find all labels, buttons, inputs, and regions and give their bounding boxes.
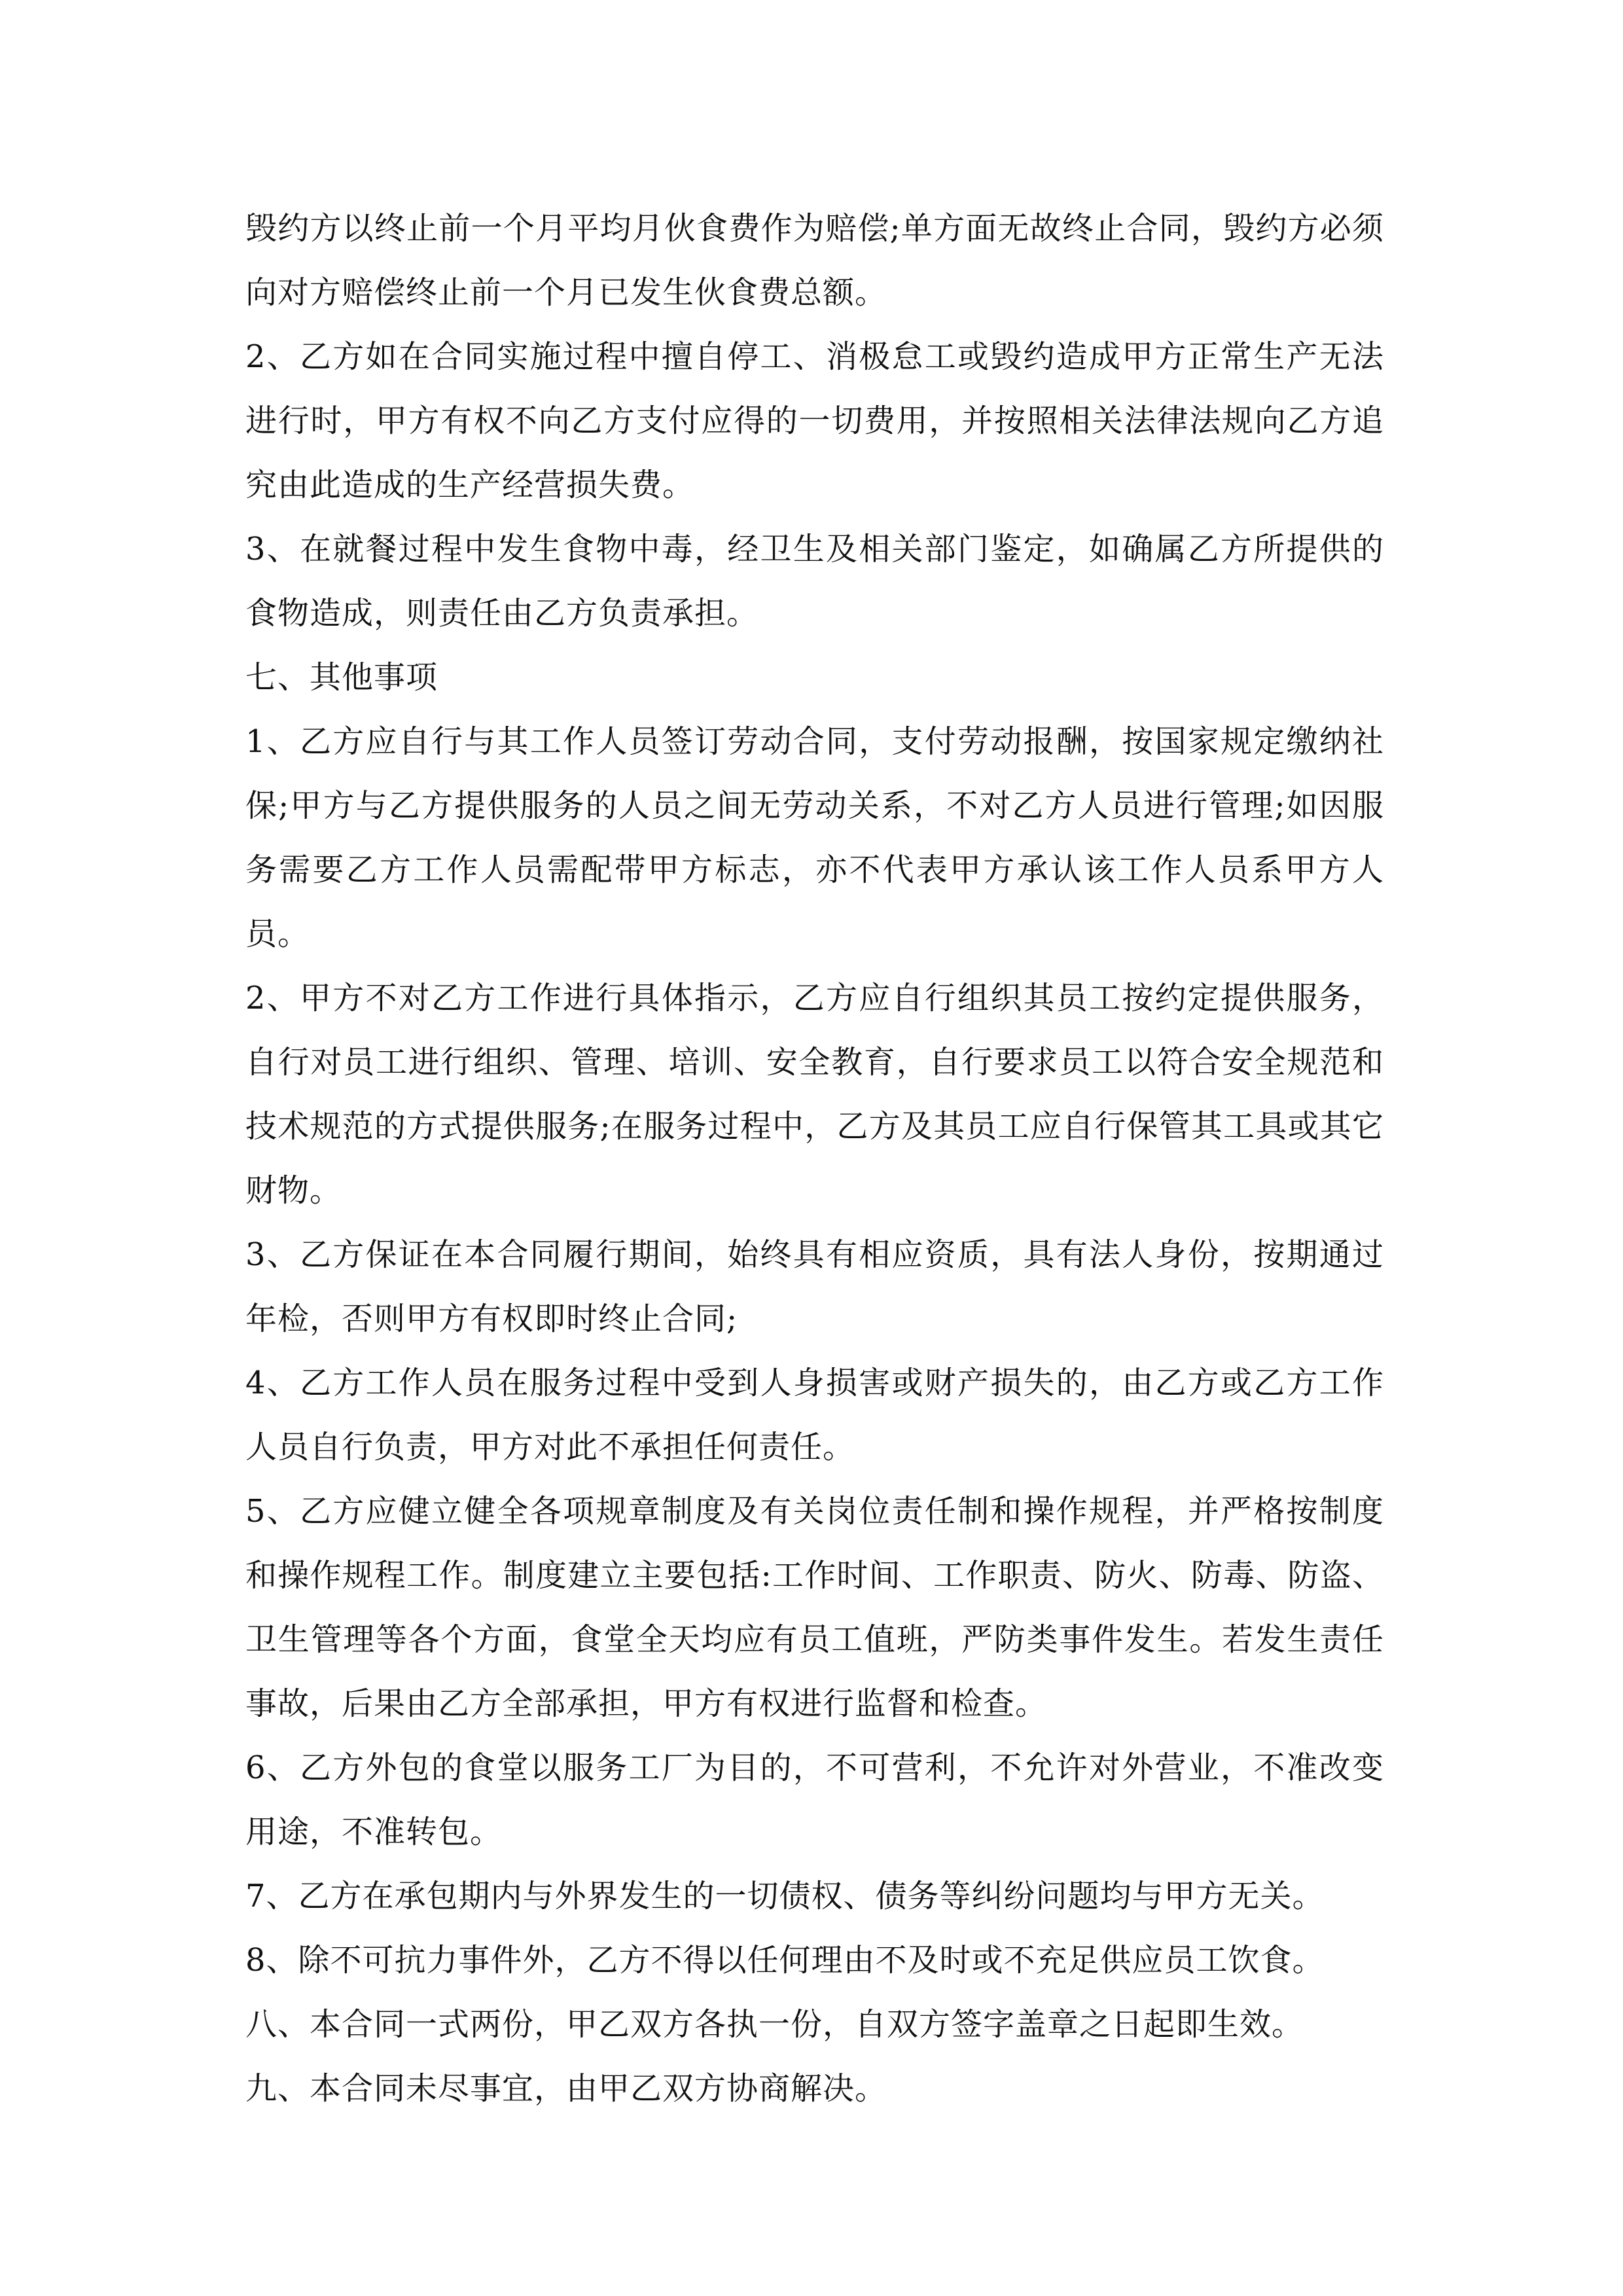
paragraph-other-5-regulations: 5、乙方应健立健全各项规章制度及有关岗位责任制和操作规程，并严格按制度和操作规程工作。制度建立主要包括:工作时间、工作职责、防火、防毒、防盗、卫生管理等各个方面，食堂全天均应有员工值班，严防类事件发生。若发生责任事故，后果由乙方全部承担，甲方有权进行监督和检查。 [245,1493,1384,1722]
paragraph-other-7-debts: 7、乙方在承包期内与外界发生的一切债权、债务等纠纷问题均与甲方无关。 [245,1878,1325,1914]
section-8-copies: 八、本合同一式两份，甲乙双方各执一份，自双方签字盖章之日起即生效。 [245,2006,1304,2043]
paragraph-other-3-qualification: 3、乙方保证在本合同履行期间，始终具有相应资质，具有法人身份，按期通过年检，否则甲方有权即时终止合同; [245,1236,1384,1337]
section-heading-other-matters: 七、其他事项 [245,659,438,696]
paragraph-other-4-personal-injury: 4、乙方工作人员在服务过程中受到人身损害或财产损失的，由乙方或乙方工作人员自行负责，甲方对此不承担任何责任。 [245,1365,1384,1465]
paragraph-clause-3-food-poisoning: 3、在就餐过程中发生食物中毒，经卫生及相关部门鉴定，如确属乙方所提供的食物造成，则责任由乙方负责承担。 [245,531,1384,632]
paragraph-other-2-work-organization: 2、甲方不对乙方工作进行具体指示，乙方应自行组织其员工按约定提供服务，自行对员工进行组织、管理、培训、安全教育，自行要求员工以符合安全规范和技术规范的方式提供服务;在服务过程中，乙方及其员工应自行保管其工具或其它财物。 [245,980,1384,1209]
section-9-unresolved-matters: 九、本合同未尽事宜，由甲乙双方协商解决。 [245,2070,887,2107]
paragraph-clause-2-work-stoppage: 2、乙方如在合同实施过程中擅自停工、消极怠工或毁约造成甲方正常生产无法进行时，甲方有权不向乙方支付应得的一切费用，并按照相关法律法规向乙方追究由此造成的生产经营损失费。 [245,338,1384,503]
paragraph-breach-compensation: 毁约方以终止前一个月平均月伙食费作为赔偿;单方面无故终止合同，毁约方必须向对方赔偿终止前一个月已发生伙食费总额。 [245,210,1384,311]
paragraph-other-1-labor-contract: 1、乙方应自行与其工作人员签订劳动合同，支付劳动报酬，按国家规定缴纳社保;甲方与乙方提供服务的人员之间无劳动关系，不对乙方人员进行管理;如因服务需要乙方工作人员需配带甲方标志，亦不代表甲方承认该工作人员系甲方人员。 [245,723,1384,952]
paragraph-other-6-canteen-purpose: 6、乙方外包的食堂以服务工厂为目的，不可营利，不允许对外营业，不准改变用途，不准转包。 [245,1749,1384,1850]
paragraph-other-8-force-majeure: 8、除不可抗力事件外，乙方不得以任何理由不及时或不充足供应员工饮食。 [245,1942,1325,1979]
document-body [245,196,1384,2121]
